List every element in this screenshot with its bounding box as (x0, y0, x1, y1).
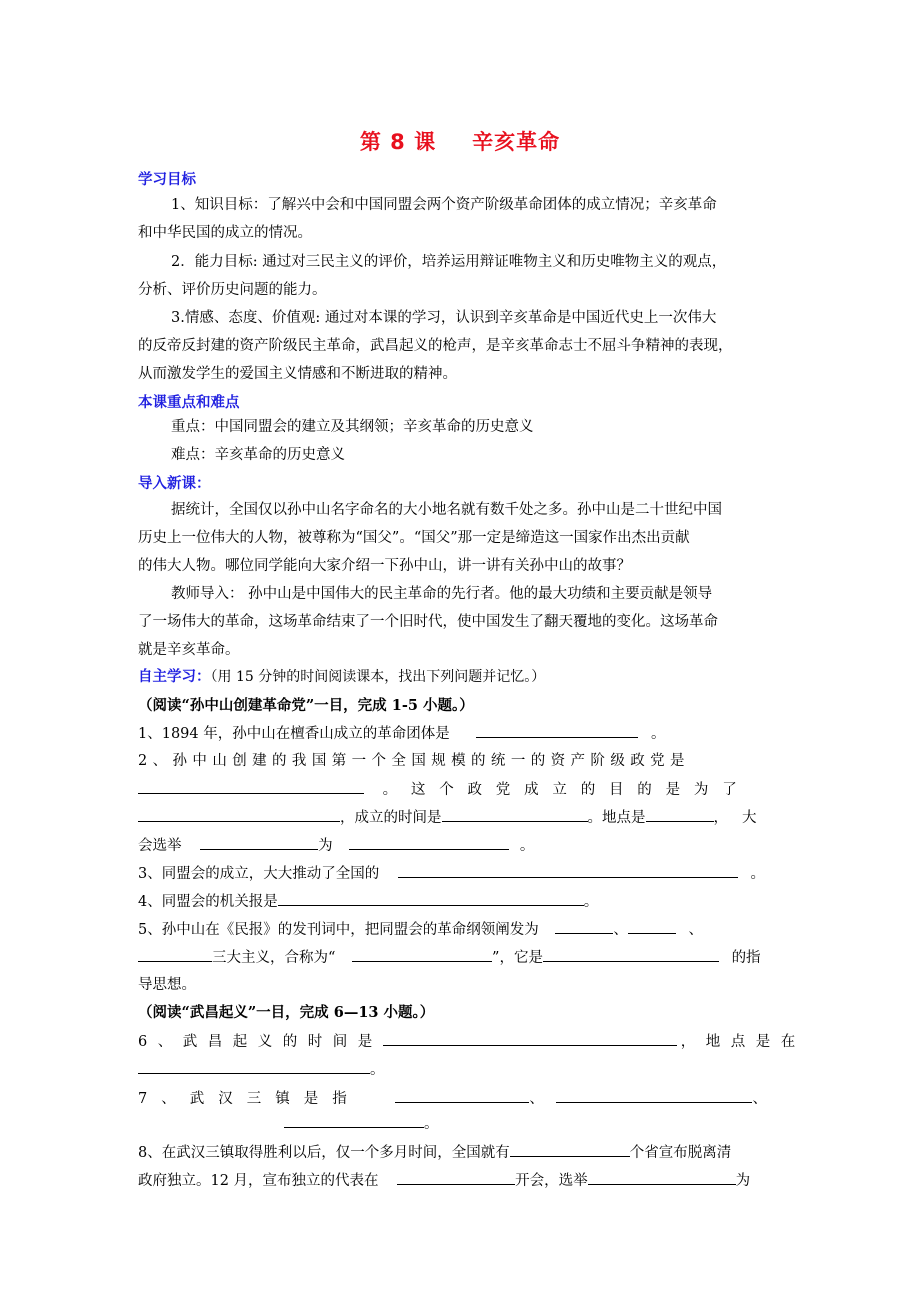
question-4 (138, 891, 782, 912)
self-study-line (138, 667, 782, 687)
q5-it-is-text: ”，它是 (492, 950, 543, 966)
q3-end: 。 (750, 866, 765, 882)
q2-purpose-text: 。这个政党成立的目的是为了 (382, 782, 751, 798)
q5-zhi: 的指 (731, 950, 761, 966)
question-2-line-2 (138, 779, 782, 800)
lesson-number: 第 8 课 (359, 130, 437, 154)
question-7-line-1 (138, 1088, 782, 1109)
q7-blank-1[interactable] (395, 1088, 529, 1103)
q5-text: 5、孙中山在《民报》的发刊词中，把同盟会的革命纲领阐发为 (138, 922, 539, 938)
question-5-line-1 (138, 919, 782, 940)
self-study-heading: 自主学习： (138, 669, 211, 685)
q2-da: 大 (742, 810, 757, 826)
q4-end: 。 (583, 894, 599, 910)
question-5-line-3: 导思想。 (138, 977, 196, 993)
key-focus: 重点：中国同盟会的建立及其纲领；辛亥革命的历史意义 (171, 419, 534, 435)
question-6-line-2 (138, 1059, 782, 1080)
q7-text: 7、武汉三镇是指 (138, 1091, 361, 1107)
q5-guide-blank[interactable] (543, 947, 719, 962)
q6-time-text: 6、武昌起义的时间是 (138, 1034, 383, 1050)
q2-purpose-blank[interactable] (138, 807, 340, 822)
goal-1-line-2: 和中华民国的成立的情况。 (138, 225, 312, 241)
q2-time-text: ，成立的时间是 (340, 810, 442, 826)
q5-blank-1[interactable] (555, 919, 613, 934)
q3-text: 3、同盟会的成立，大大推动了全国的 (138, 866, 380, 882)
keys-heading: 本课重点和难点 (138, 395, 240, 411)
q3-blank[interactable] (398, 863, 738, 878)
key-difficulty: 难点：辛亥革命的历史意义 (171, 447, 345, 463)
q7-sep-1: 、 (529, 1091, 544, 1107)
q8-as-text: 为 (735, 1173, 751, 1189)
q2-elect-blank[interactable] (200, 835, 318, 850)
q2-place-blank[interactable] (646, 807, 714, 822)
q2-text: 2、孙中山创建的我国第一个全国规模的统一的资产阶级政党是 (138, 753, 690, 769)
q2-as-text: 为 (318, 838, 333, 854)
goal-3-line-1: 3.情感、态度、价值观: 通过对本课的学习，认识到辛亥革命是中国近代史上一次伟大 (171, 310, 717, 326)
q1-text: 1、1894 年，孙中山在檀香山成立的革命团体是 (138, 726, 450, 742)
q2-elect-text: 会选举 (138, 838, 182, 854)
q6-time-blank[interactable] (383, 1031, 677, 1046)
goals-heading: 学习目标 (138, 172, 196, 188)
q2-role-blank[interactable] (349, 835, 509, 850)
question-2-line-1 (138, 751, 782, 771)
q7-blank-3[interactable] (284, 1113, 424, 1128)
read-instruction-1: （阅读“孙中山创建革命党”一目，完成 1-5 小题。） (138, 697, 474, 714)
q7-sep-2: 、 (752, 1091, 767, 1107)
q8-text: 8、在武汉三镇取得胜利以后，仅一个多月时间，全国就有 (138, 1145, 510, 1161)
goal-2-line-2: 分析、评价历史问题的能力。 (138, 282, 327, 298)
goal-3-line-2: 的反帝反封建的资产阶级民主革命，武昌起义的枪声，是辛亥革命志士不屈斗争精神的表现， (138, 338, 733, 354)
intro-p1-line-3: 的伟大人物。哪位同学能向大家介绍一下孙中山，讲一讲有关孙中山的故事？ (138, 558, 631, 574)
page-title (0, 126, 920, 156)
question-6-line-1 (138, 1031, 806, 1052)
intro-heading: 导入新课： (138, 476, 211, 492)
q2-place-text: 。地点是 (587, 810, 646, 826)
q1-blank[interactable] (476, 723, 638, 738)
intro-p2-line-3: 就是辛亥革命。 (138, 642, 240, 658)
q2-time-blank[interactable] (442, 807, 588, 822)
q5-name-blank[interactable] (352, 947, 492, 962)
q8-place-text: 政府独立。12 月，宣布独立的代表在 (138, 1173, 379, 1189)
q6-end: 。 (370, 1062, 385, 1078)
q8-elect-text: 开会，选举 (515, 1173, 588, 1189)
goal-2-line-1: 2．能力目标: 通过对三民主义的评价，培养运用辩证唯物主义和历史唯物主义的观点， (171, 254, 727, 270)
goal-3-line-3: 从而激发学生的爱国主义情感和不断进取的精神。 (138, 366, 457, 382)
q7-blank-2[interactable] (556, 1088, 752, 1103)
question-2-line-3 (138, 807, 782, 828)
intro-p1-line-2: 历史上一位伟大的人物，被尊称为“国父”。“国父”那一定是缔造这一国家作出杰出贡献 (138, 530, 690, 546)
q8-text-2: 个省宣布脱离清 (629, 1145, 732, 1161)
q4-blank[interactable] (278, 891, 584, 906)
self-study-hint: （用 15 分钟的时间阅读课本，找出下列问题并记忆。） (210, 669, 546, 685)
q6-place-text: ，地点是在 (680, 1034, 806, 1050)
question-7-line-2 (138, 1113, 782, 1134)
q4-text: 4、同盟会的机关报是 (138, 894, 278, 910)
intro-p1-line-1: 据统计，全国仅以孙中山名字命名的大小地名就有数千处之多。孙中山是二十世纪中国 (171, 502, 722, 518)
q5-named-text: 三大主义，合称为“ (212, 950, 336, 966)
lesson-name: 辛亥革命 (472, 130, 561, 154)
question-3 (138, 863, 782, 884)
q5-blank-2[interactable] (628, 919, 676, 934)
q6-place-blank[interactable] (138, 1059, 370, 1074)
q2-end: 。 (519, 838, 535, 854)
q2-comma: ， (713, 810, 728, 826)
intro-p2-line-1: 教师导入： 孙中山是中国伟大的民主革命的先行者。他的最大功绩和主要贡献是领导 (171, 586, 713, 602)
q8-elect-blank[interactable] (588, 1170, 736, 1185)
q5-sep-2: 、 (688, 922, 703, 938)
intro-p2-line-2: 了一场伟大的革命，这场革命结束了一个旧时代，使中国发生了翻天覆地的变化。这场革命 (138, 614, 718, 630)
read-instruction-2: （阅读“武昌起义”一目，完成 6—13 小题。） (138, 1004, 435, 1021)
q8-place-blank[interactable] (397, 1170, 515, 1185)
question-5-line-2 (138, 947, 782, 968)
q1-end: 。 (650, 726, 666, 742)
question-1 (138, 723, 782, 744)
question-2-line-4 (138, 835, 782, 856)
question-8-line-2 (138, 1170, 782, 1191)
q5-blank-3[interactable] (138, 947, 212, 962)
goal-1-line-1: 1、知识目标：了解兴中会和中国同盟会两个资产阶级革命团体的成立情况；辛亥革命 (171, 197, 717, 213)
q8-count-blank[interactable] (510, 1142, 630, 1157)
q5-sep-1: 、 (613, 922, 628, 938)
question-8-line-1 (138, 1142, 782, 1163)
q7-end: 。 (424, 1116, 439, 1132)
q2-party-blank[interactable] (138, 779, 364, 794)
